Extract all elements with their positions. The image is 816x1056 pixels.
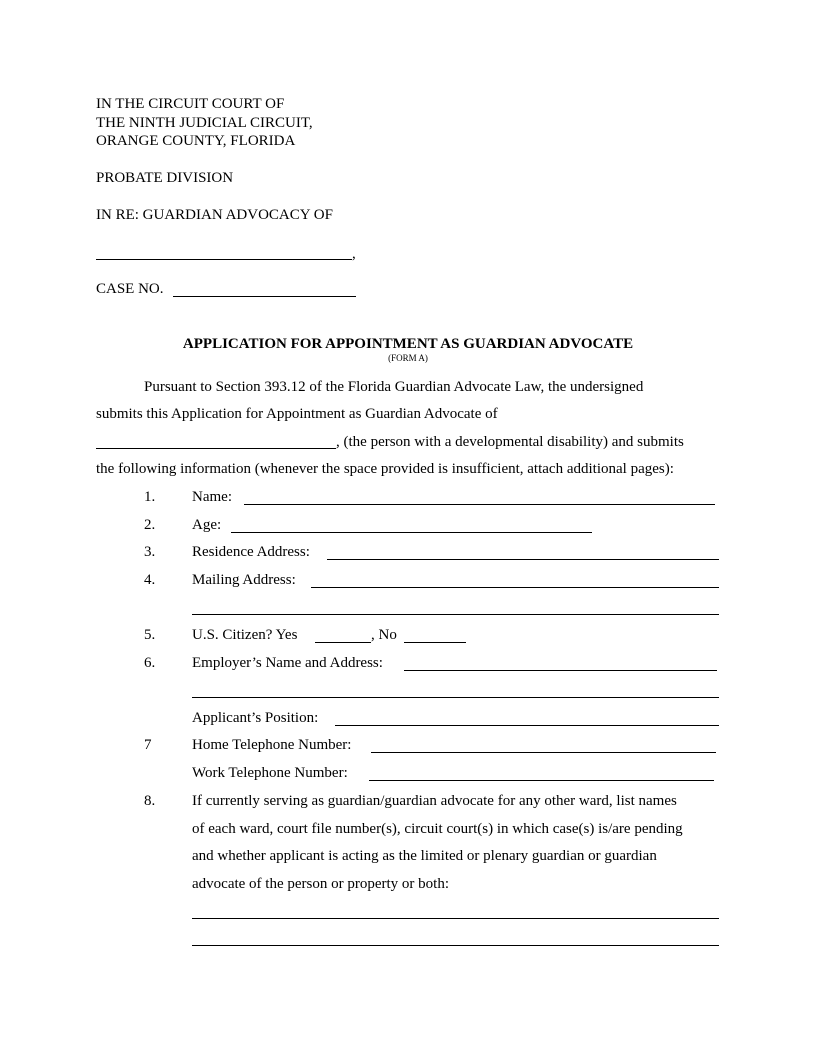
form-subtitle: (FORM A)	[388, 353, 428, 363]
item-number: 8.	[144, 793, 156, 809]
intro-line-4: the following information (whenever the space provided is insufficient, attach additional pages):	[96, 461, 674, 477]
case-no-blank[interactable]	[173, 296, 356, 297]
in-re-label: IN RE: GUARDIAN ADVOCACY OF	[96, 207, 333, 223]
other-ward-line-2: of each ward, court file number(s), circuit court(s) in which case(s) is/are pending	[192, 821, 683, 837]
employer-label: Employer’s Name and Address:	[192, 655, 383, 671]
age-label: Age:	[192, 517, 222, 533]
person-name-blank[interactable]	[96, 448, 336, 449]
court-name-line-1: IN THE CIRCUIT COURT OF	[96, 96, 285, 112]
name-field[interactable]	[244, 504, 715, 505]
item-number: 3.	[144, 544, 156, 560]
other-ward-line-4: advocate of the person or property or both:	[192, 876, 449, 892]
residence-address-label: Residence Address:	[192, 544, 310, 560]
other-ward-line-3: and whether applicant is acting as the limited or plenary guardian or guardian	[192, 848, 657, 864]
ward-name-comma: ,	[352, 246, 356, 262]
other-ward-field-line-1[interactable]	[192, 918, 719, 919]
mailing-address-label: Mailing Address:	[192, 572, 296, 588]
item-number: 5.	[144, 627, 156, 643]
name-label: Name:	[192, 489, 232, 505]
item-number: 2.	[144, 517, 156, 533]
work-phone-label: Work Telephone Number:	[192, 765, 348, 781]
court-name-line-3: ORANGE COUNTY, FLORIDA	[96, 133, 296, 149]
citizen-yes-label: U.S. Citizen? Yes	[192, 627, 298, 643]
item-number: 7	[144, 737, 152, 753]
item-number: 1.	[144, 489, 156, 505]
age-field[interactable]	[231, 532, 592, 533]
form-title: APPLICATION FOR APPOINTMENT AS GUARDIAN ADVOCATE	[182, 336, 634, 352]
position-field[interactable]	[335, 725, 719, 726]
home-phone-field[interactable]	[371, 752, 716, 753]
citizen-yes-field[interactable]	[315, 642, 371, 643]
intro-line-3: , (the person with a developmental disability) and submits	[336, 434, 684, 450]
position-label: Applicant’s Position:	[192, 710, 319, 726]
intro-line-1: Pursuant to Section 393.12 of the Florida Guardian Advocate Law, the undersigned	[144, 379, 644, 395]
citizen-no-field[interactable]	[404, 642, 466, 643]
court-name-line-2: THE NINTH JUDICIAL CIRCUIT,	[96, 115, 313, 131]
other-ward-line-1: If currently serving as guardian/guardian advocate for any other ward, list names	[192, 793, 677, 809]
item-number: 6.	[144, 655, 156, 671]
citizen-no-label: , No	[371, 627, 397, 643]
mailing-address-field[interactable]	[311, 587, 719, 588]
division-label: PROBATE DIVISION	[96, 170, 234, 186]
employer-field-line-2[interactable]	[192, 697, 719, 698]
residence-address-field[interactable]	[327, 559, 719, 560]
case-no-label: CASE NO.	[96, 281, 164, 297]
mailing-address-field-line-2[interactable]	[192, 614, 719, 615]
home-phone-label: Home Telephone Number:	[192, 737, 352, 753]
work-phone-field[interactable]	[369, 780, 714, 781]
other-ward-field-line-2[interactable]	[192, 945, 719, 946]
item-number: 4.	[144, 572, 156, 588]
ward-name-blank[interactable]	[96, 259, 352, 260]
intro-line-2: submits this Application for Appointment as Guardian Advocate of	[96, 406, 498, 422]
employer-field[interactable]	[404, 670, 717, 671]
